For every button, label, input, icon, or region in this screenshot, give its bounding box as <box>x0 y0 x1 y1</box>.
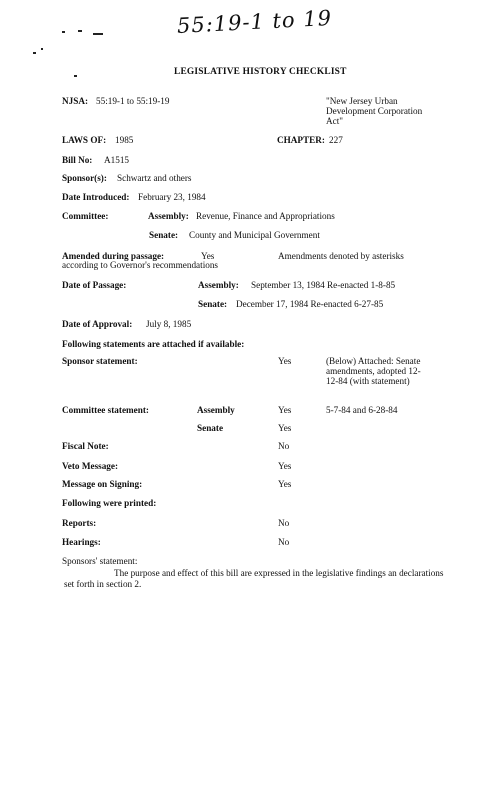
passage-senate-label: Senate: <box>198 299 228 309</box>
sponsors-statement-heading: Sponsors' statement: <box>62 556 138 566</box>
bill-no-value: A1515 <box>104 155 130 165</box>
date-introduced-value: February 23, 1984 <box>138 192 206 202</box>
reports-label: Reports: <box>62 518 97 528</box>
date-introduced-label: Date Introduced: <box>62 192 130 202</box>
approval-value: July 8, 1985 <box>146 319 192 329</box>
sponsors-value: Schwartz and others <box>117 173 192 183</box>
passage-assembly-label: Assembly: <box>198 280 239 290</box>
chapter-value: 227 <box>329 135 343 145</box>
veto-message-label: Veto Message: <box>62 461 119 471</box>
committee-label: Committee: <box>62 211 109 221</box>
fiscal-note-value: No <box>278 441 290 451</box>
fiscal-note-label: Fiscal Note: <box>62 441 109 451</box>
chapter-label: CHAPTER: <box>277 135 325 145</box>
sponsor-statement-label: Sponsor statement: <box>62 356 138 366</box>
scan-speck <box>74 75 77 77</box>
page-title: LEGISLATIVE HISTORY CHECKLIST <box>174 67 347 77</box>
hearings-value: No <box>278 537 290 547</box>
passage-label: Date of Passage: <box>62 280 127 290</box>
passage-senate-value: December 17, 1984 Re-enacted 6-27-85 <box>236 299 384 309</box>
sponsors-statement-text: The purpose and effect of this bill are expressed in the legislative findings an declarations set forth in section 2. <box>64 568 444 589</box>
passage-assembly-value: September 13, 1984 Re-enacted 1-8-85 <box>251 280 396 290</box>
committee-senate-label: Senate: <box>149 230 179 240</box>
amended-note: Amendments denoted by asterisks <box>278 251 404 261</box>
act-name-line: Act" <box>326 116 344 126</box>
act-name-line: "New Jersey Urban <box>326 96 398 106</box>
njsa-label: NJSA: <box>62 96 89 106</box>
committee-statement-senate-label: Senate <box>197 423 224 433</box>
committee-statement-assembly-note: 5-7-84 and 6-28-84 <box>326 405 398 415</box>
handwritten-note: 55:19-1 to 19 <box>176 5 333 38</box>
hearings-label: Hearings: <box>62 537 101 547</box>
scan-speck <box>41 48 43 50</box>
amended-note-2: according to Governor's recommendations <box>62 260 219 270</box>
sponsor-statement-value: Yes <box>278 356 292 366</box>
committee-statement-assembly-label: Assembly <box>197 405 235 415</box>
committee-statement-label: Committee statement: <box>62 405 149 415</box>
committee-statement-assembly-value: Yes <box>278 405 292 415</box>
bill-no-label: Bill No: <box>62 155 93 165</box>
sponsors-label: Sponsor(s): <box>62 173 107 183</box>
committee-assembly-label: Assembly: <box>148 211 189 221</box>
scan-speck <box>33 52 36 54</box>
approval-label: Date of Approval: <box>62 319 133 329</box>
committee-senate-value: County and Municipal Government <box>189 230 320 240</box>
following-printed-heading: Following were printed: <box>62 498 157 508</box>
following-attached-heading: Following statements are attached if available: <box>62 339 245 349</box>
committee-statement-senate-value: Yes <box>278 423 292 433</box>
veto-message-value: Yes <box>278 461 292 471</box>
sponsor-statement-note: (Below) Attached: Senate <box>326 356 421 366</box>
scan-speck <box>78 30 82 32</box>
scan-speck <box>93 33 103 35</box>
message-on-signing-label: Message on Signing: <box>62 479 143 489</box>
laws-of-value: 1985 <box>115 135 134 145</box>
amended-value: Yes <box>201 251 215 261</box>
reports-value: No <box>278 518 290 528</box>
message-on-signing-value: Yes <box>278 479 292 489</box>
act-name-line: Development Corporation <box>326 106 423 116</box>
sponsor-statement-note: 12-84 (with statement) <box>326 376 410 386</box>
njsa-value: 55:19-1 to 55:19-19 <box>96 96 170 106</box>
sponsor-statement-note: amendments, adopted 12- <box>326 366 421 376</box>
amended-label: Amended during passage: <box>62 251 165 261</box>
committee-assembly-value: Revenue, Finance and Appropriations <box>196 211 335 221</box>
scan-speck <box>62 31 65 33</box>
laws-of-label: LAWS OF: <box>62 135 107 145</box>
